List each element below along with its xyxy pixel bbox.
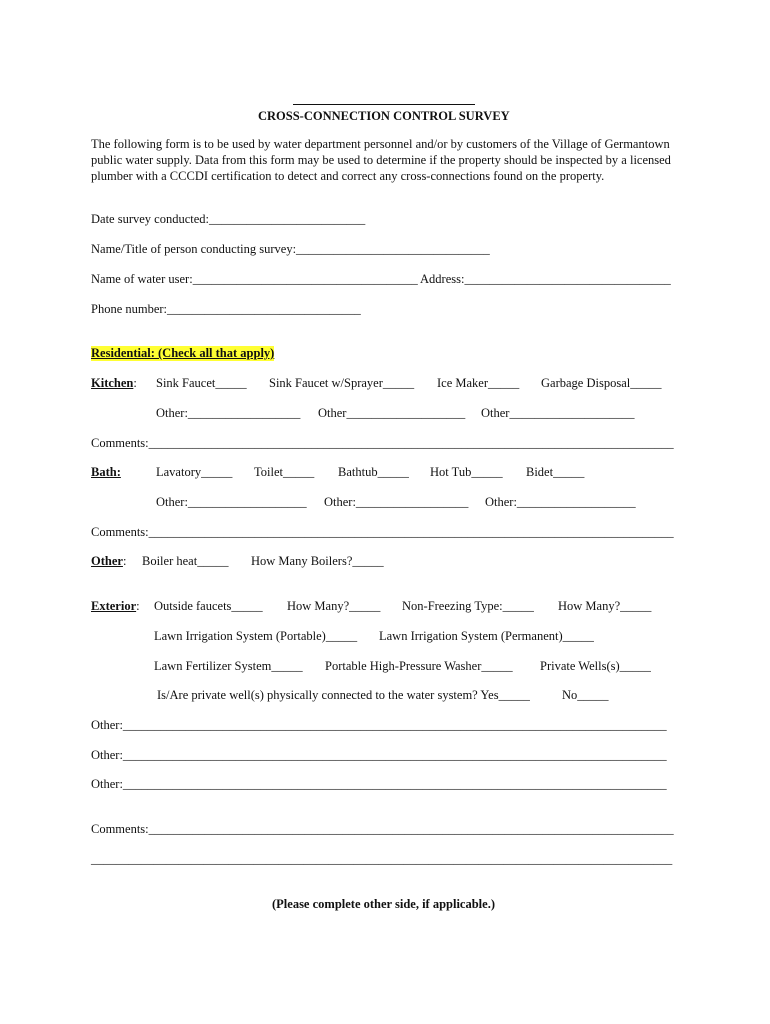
exterior-non-freezing[interactable]: Non-Freezing Type:_____ xyxy=(402,599,534,613)
residential-heading: Residential: (Check all that apply) xyxy=(91,346,275,360)
other-line-1[interactable]: Other:_______________________________________________________________________________________ xyxy=(91,718,667,732)
other-line-3[interactable]: Other:_______________________________________________________________________________________ xyxy=(91,777,667,791)
exterior-irrigation-portable[interactable]: Lawn Irrigation System (Portable)_____ xyxy=(154,629,358,643)
date-field[interactable]: Date survey conducted:_________________________ xyxy=(91,212,366,226)
intro-paragraph: The following form is to be used by water department personnel and/or by customers of the Village of Germantown public water supply. Data from this form may be used to determine if the property should be inspected by a licensed plumber with a CCCDI certification to detect and correct any cross-connections found on the property. xyxy=(91,137,671,183)
exterior-outside-faucets[interactable]: Outside faucets_____ xyxy=(154,599,263,613)
kitchen-other-1[interactable]: Other:__________________ xyxy=(156,406,301,420)
page-title: CROSS-CONNECTION CONTROL SURVEY xyxy=(258,109,510,123)
kitchen-other-2[interactable]: Other___________________ xyxy=(318,406,466,420)
bath-other-2[interactable]: Other:__________________ xyxy=(324,495,469,509)
kitchen-other-3[interactable]: Other____________________ xyxy=(481,406,635,420)
bath-lavatory[interactable]: Lavatory_____ xyxy=(156,465,233,479)
exterior-private-wells[interactable]: Private Wells(s)_____ xyxy=(540,659,651,673)
kitchen-ice-maker[interactable]: Ice Maker_____ xyxy=(437,376,520,390)
exterior-well-connected-no[interactable]: No_____ xyxy=(562,688,609,702)
bath-hot-tub[interactable]: Hot Tub_____ xyxy=(430,465,503,479)
title-top-rule xyxy=(293,104,475,105)
bath-other-3[interactable]: Other:___________________ xyxy=(485,495,636,509)
exterior-pressure-washer[interactable]: Portable High-Pressure Washer_____ xyxy=(325,659,513,673)
exterior-how-many-2[interactable]: How Many?_____ xyxy=(558,599,652,613)
exterior-well-connected-yes[interactable]: Is/Are private well(s) physically connected to the water system? Yes_____ xyxy=(157,688,530,702)
kitchen-garbage-disposal[interactable]: Garbage Disposal_____ xyxy=(541,376,662,390)
other-label-colon: : xyxy=(122,554,127,568)
other-how-many-boilers[interactable]: How Many Boilers?_____ xyxy=(251,554,384,568)
kitchen-label xyxy=(91,376,137,391)
other-label-text: Other xyxy=(91,554,123,568)
phone-field[interactable]: Phone number:_______________________________ xyxy=(91,302,361,316)
kitchen-sink-sprayer[interactable]: Sink Faucet w/Sprayer_____ xyxy=(269,376,415,390)
bath-bathtub[interactable]: Bathtub_____ xyxy=(338,465,409,479)
other-boiler-heat[interactable]: Boiler heat_____ xyxy=(142,554,229,568)
kitchen-label-text: Kitchen xyxy=(91,376,134,390)
bath-comments[interactable]: Comments:____________________________________________________________________________________ xyxy=(91,525,674,539)
bath-toilet[interactable]: Toilet_____ xyxy=(254,465,315,479)
exterior-irrigation-permanent[interactable]: Lawn Irrigation System (Permanent)_____ xyxy=(379,629,594,643)
final-blank-line[interactable]: _____________________________________________________________________________________________ xyxy=(91,852,673,866)
kitchen-comments[interactable]: Comments:____________________________________________________________________________________ xyxy=(91,436,674,450)
kitchen-label-colon: : xyxy=(133,376,137,390)
final-comments[interactable]: Comments:____________________________________________________________________________________ xyxy=(91,822,674,836)
footer-note: (Please complete other side, if applicable.) xyxy=(272,897,495,911)
exterior-fertilizer[interactable]: Lawn Fertilizer System_____ xyxy=(154,659,303,673)
water-user-field[interactable]: Name of water user:____________________________________ xyxy=(91,272,418,286)
other-line-2[interactable]: Other:_______________________________________________________________________________________ xyxy=(91,748,667,762)
exterior-label xyxy=(91,599,140,614)
bath-label: Bath: xyxy=(91,465,121,479)
person-field[interactable]: Name/Title of person conducting survey:_______________________________ xyxy=(91,242,490,256)
kitchen-sink-faucet[interactable]: Sink Faucet_____ xyxy=(156,376,247,390)
bath-bidet[interactable]: Bidet_____ xyxy=(526,465,585,479)
exterior-label-colon: : xyxy=(136,599,140,613)
other-label xyxy=(91,554,126,569)
exterior-label-text: Exterior xyxy=(91,599,137,613)
bath-other-1[interactable]: Other:___________________ xyxy=(156,495,307,509)
address-field[interactable]: Address:_________________________________ xyxy=(420,272,671,286)
exterior-how-many-1[interactable]: How Many?_____ xyxy=(287,599,381,613)
